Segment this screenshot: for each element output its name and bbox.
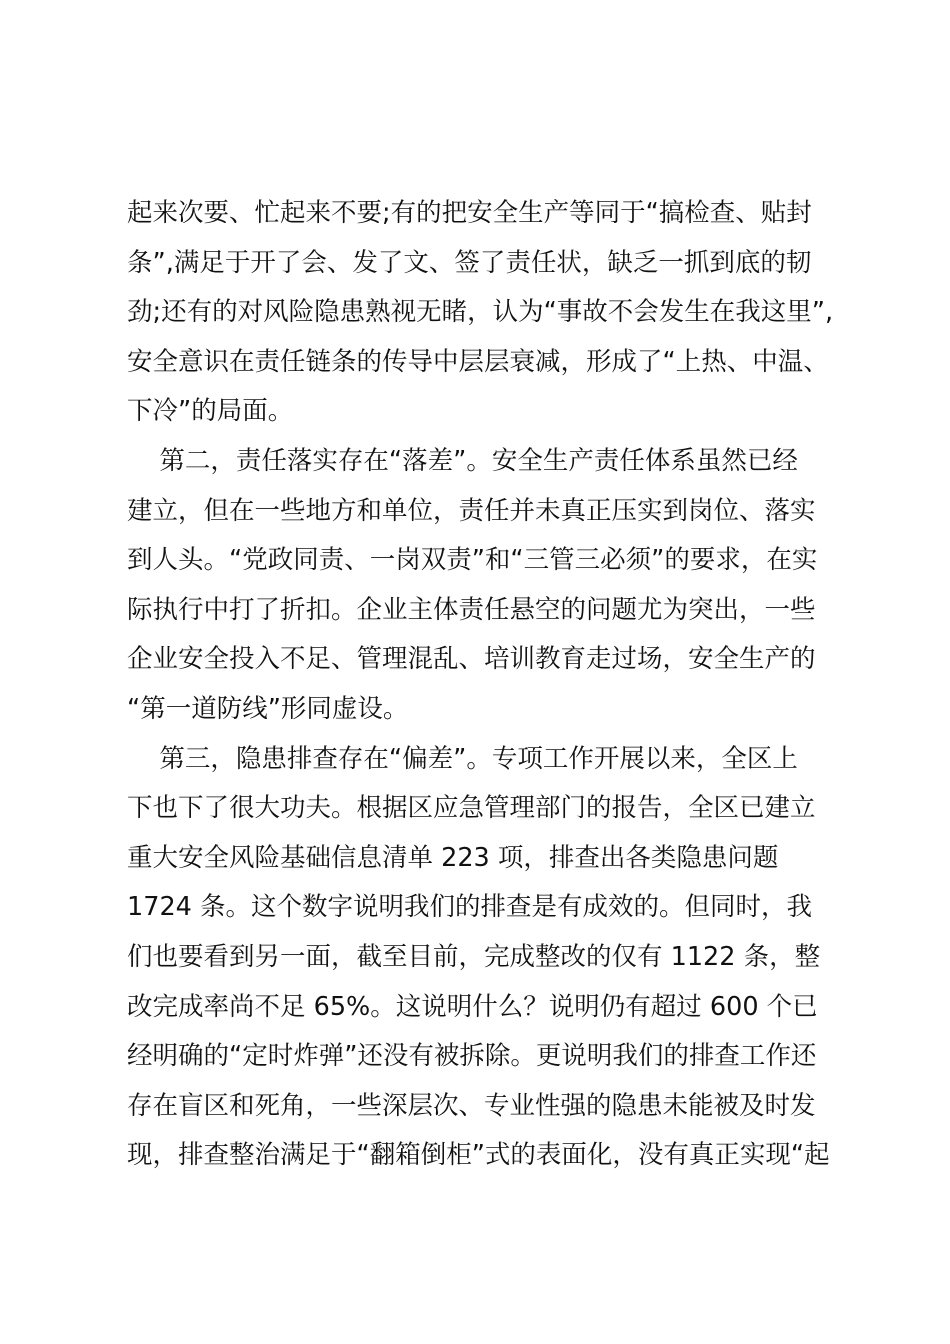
text-line-14: 重大安全风险基础信息清单 223 项，排查出各类隐患问题 (127, 842, 779, 873)
text-line-13: 下也下了很大功夫。根据区应急管理部门的报告，全区已建立 (127, 793, 816, 824)
text-line-1: 起来次要、忙起来不要;有的把安全生产等同于“搞检查、贴封 (127, 198, 812, 228)
document-body-text (127, 189, 834, 1181)
text-line-20: 现，排查整治满足于“翻箱倒柜”式的表面化，没有真正实现“起 (127, 1140, 830, 1171)
text-line-16: 们也要看到另一面，截至目前，完成整改的仅有 1122 条，整 (127, 941, 821, 972)
text-line-17: 改完成率尚不足 65%。这说明什么？说明仍有超过 600 个已 (127, 991, 818, 1022)
text-line-9: 际执行中打了折扣。企业主体责任悬空的问题尤为突出，一些 (127, 594, 816, 625)
text-line-11: “第一道防线”形同虚设。 (127, 693, 409, 724)
text-line-19: 存在盲区和死角，一些深层次、专业性强的隐患未能被及时发 (127, 1090, 816, 1121)
text-line-4: 安全意识在责任链条的传导中层层衰减，形成了“上热、中温、 (127, 346, 829, 377)
text-line-7: 建立，但在一些地方和单位，责任并未真正压实到岗位、落实 (127, 495, 816, 526)
text-line-12: 第三，隐患排查存在“偏差”。专项工作开展以来，全区上 (127, 743, 798, 774)
text-line-18: 经明确的“定时炸弹”还没有被拆除。更说明我们的排查工作还 (127, 1041, 817, 1072)
text-line-8: 到人头。“党政同责、一岗双责”和“三管三必须”的要求，在实 (127, 545, 818, 576)
text-line-6: 第二，责任落实存在“落差”。安全生产责任体系虽然已经 (127, 445, 798, 476)
text-line-10: 企业安全投入不足、管理混乱、培训教育走过场，安全生产的 (127, 644, 816, 675)
text-line-15: 1724 条。这个数字说明我们的排查是有成效的。但同时，我 (127, 892, 813, 923)
text-line-5: 下冷”的局面。 (127, 396, 294, 427)
text-line-3: 劲;还有的对风险隐患熟视无睹，认为“事故不会发生在我这里”, (127, 297, 834, 328)
text-line-2: 条”,满足于开了会、发了文、签了责任状，缺乏一抓到底的韧 (127, 247, 812, 278)
